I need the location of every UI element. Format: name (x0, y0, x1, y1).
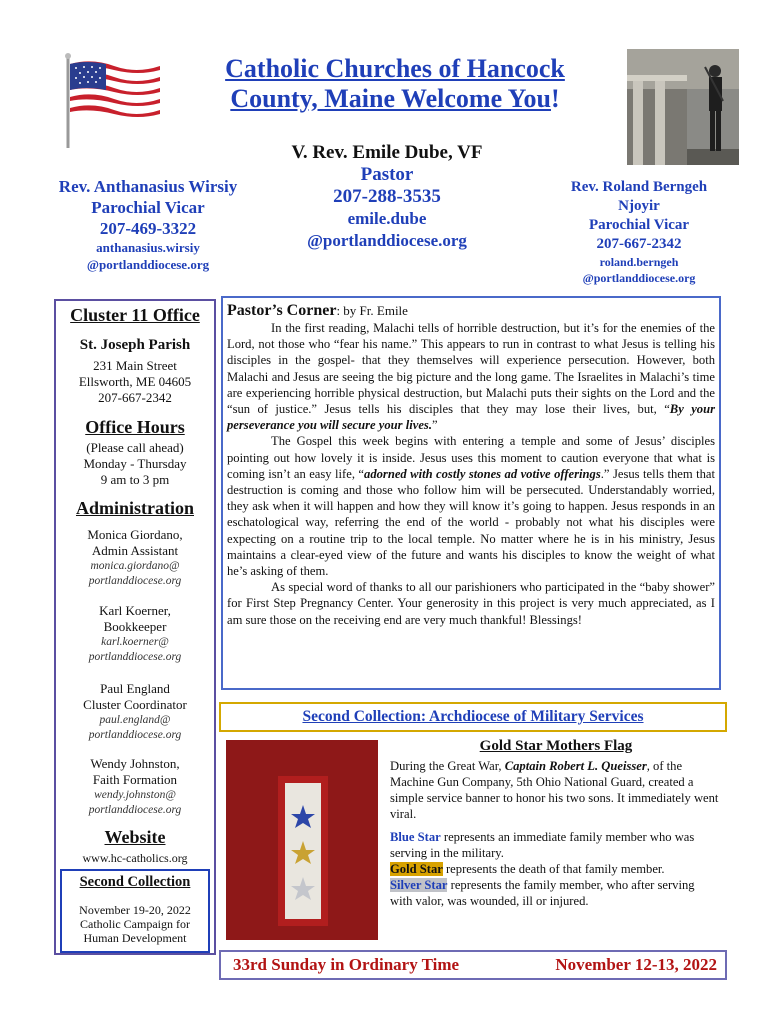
silver-star-icon (291, 877, 315, 900)
vicar-left-phone: 207-469-3322 (99, 219, 197, 238)
pastor-role: Pastor (360, 164, 414, 185)
pastor-contact (262, 142, 512, 252)
paragraph-2-text: The Gospel this week begins with entering a temple and some of Jesus’ disciples pointing out how lovely it is inside. Jesus uses this moment to caution everyone that what is coming isn’t an easy life, “ (227, 434, 715, 481)
office-hours-heading: Office Hours (85, 417, 185, 437)
title-suffix: ! (551, 84, 560, 113)
cluster-heading: Cluster 11 Office (70, 305, 200, 325)
staff-name: Wendy Johnston, (90, 756, 180, 771)
staff-karl (56, 603, 214, 665)
staff-email[interactable] (56, 713, 214, 743)
hours-time: 9 am to 3 pm (100, 472, 170, 487)
paragraph-1 (227, 320, 719, 433)
paragraph-3: As special word of thanks to all our parishioners who participated in the “baby shower” for First Step Pregnancy Center. Your generosity in this project is very much appreciated, as I am sure those on the receiving end are very much thankful! Blessings! (227, 580, 715, 627)
staff-name: Monica Giordano, (87, 527, 183, 542)
vicar-right-email-line2: @portlanddiocese.org (582, 271, 696, 285)
staff-email-line2: portlanddiocese.org (88, 729, 182, 741)
footer-bar (219, 950, 727, 980)
pastors-corner (221, 296, 721, 690)
staff-role: Admin Assistant (91, 543, 179, 558)
vicar-right-name-1: Rev. Roland Berngeh (570, 179, 708, 195)
title-line-2: County, Maine Welcome You (230, 84, 551, 113)
second-collection-box (60, 869, 210, 953)
paragraph-2-emphasis: adorned with costly stones ad votive offerings (364, 466, 601, 481)
staff-email-line1: monica.giordano@ (90, 560, 180, 572)
second-collection-banner: Second Collection: Archdiocese of Military Services (219, 702, 727, 732)
hours-note: (Please call ahead) (86, 440, 184, 455)
vicar-left-role: Parochial Vicar (91, 198, 205, 217)
american-flag-image (62, 52, 164, 148)
pastors-corner-byline: : by Fr. Emile (336, 303, 408, 318)
staff-email-line1: paul.england@ (99, 714, 171, 726)
gold-star-icon (291, 841, 315, 864)
vicar-left-email-line2: @portlanddiocese.org (86, 257, 210, 272)
staff-email-line2: portlanddiocese.org (88, 804, 182, 816)
paragraph-1-end: ” (431, 418, 438, 433)
parish-address-1: 231 Main Street (93, 358, 177, 373)
honor-guard-photo (627, 49, 739, 165)
staff-email[interactable] (56, 559, 214, 589)
service-banner-flag (278, 776, 328, 926)
staff-email[interactable] (56, 635, 214, 665)
staff-paul (56, 681, 214, 743)
paragraph-2 (227, 433, 719, 579)
staff-monica (56, 527, 214, 589)
intro-name: Captain Robert L. Queisser (504, 759, 647, 773)
staff-name: Paul England (100, 681, 170, 696)
pastor-email-line2: @portlanddiocese.org (307, 231, 467, 250)
paragraph-1-emphasis: By your perseverance you will secure your lives. (227, 402, 715, 433)
parish-name: St. Joseph Parish (79, 337, 191, 353)
pastor-email-line1: emile.dube (347, 209, 427, 228)
second-collection-date: November 19-20, 2022 (79, 903, 191, 917)
paragraph-2-rest: .” Jesus tells them that destruction is coming and those who follow him will be persecuted. Understandably worried, they ask when it will happen and how they will know it’s going to happen. Jesus responds in an eschatological way, referring the end of the world - probably not what his disciples were expecting on a routine trip to the local temple. No matter where he is in his ministry, Jesus maintains a clear-eyed view of the future and wants his disciples to know the weight of what he’s asking of them. (227, 466, 715, 579)
staff-role: Bookkeeper (103, 619, 167, 634)
paragraph-1-text: In the first reading, Malachi tells of horrible destruction, but it’s for the enemies of the Lord, not those who “fear his name.” This appears to run in contrast to what Jesus is telling his disciples in the gospel- that they themselves will experience persecution. However, both Malachi and Jesus are seeing the big picture and the long game. The Israelites in Malachi’s time are experiencing horrible physical destruction, but Malachi puts their sights on the Lord and the “sun of justice.” Jesus tells his disciples that they may lose their lives, but, “ (227, 321, 715, 417)
silver-star-label: Silver Star (390, 878, 448, 892)
liturgical-week: 33rd Sunday in Ordinary Time (233, 955, 460, 974)
staff-name: Karl Koerner, (99, 603, 171, 618)
vicar-right-contact (534, 178, 744, 286)
gold-star-title: Gold Star Mothers Flag (479, 738, 633, 754)
gold-star-body (390, 758, 720, 909)
gold-star-intro (390, 758, 720, 822)
staff-wendy (56, 756, 214, 818)
gold-star-text: represents the death of that family member. (442, 862, 665, 876)
vicar-right-phone: 207-667-2342 (596, 236, 682, 252)
gold-star-label: Gold Star (390, 862, 443, 876)
administration-heading: Administration (75, 498, 194, 518)
staff-role: Faith Formation (92, 772, 178, 787)
parish-phone: 207-667-2342 (98, 390, 172, 405)
pastor-email[interactable] (262, 208, 512, 252)
second-collection-line-1: Catholic Campaign for (80, 917, 190, 931)
second-collection-line-2: Human Development (83, 931, 187, 945)
blue-star-icon (291, 805, 315, 828)
page-title (180, 54, 610, 114)
vicar-left-email-line1: anthanasius.wirsiy (96, 240, 200, 255)
vicar-left-email[interactable] (30, 239, 266, 273)
vicar-right-email-line1: roland.berngeh (599, 255, 679, 269)
pastors-corner-heading (227, 302, 719, 320)
staff-email-line2: portlanddiocese.org (88, 575, 182, 587)
pastors-corner-title: Pastor’s Corner (227, 302, 337, 319)
vicar-right-email[interactable] (534, 254, 744, 286)
pastor-phone: 207-288-3535 (333, 186, 441, 207)
vicar-left-name: Rev. Anthanasius Wirsiy (58, 177, 238, 196)
second-collection-heading: Second Collection (79, 874, 191, 890)
parish-address-2: Ellsworth, ME 04605 (78, 374, 192, 389)
vicar-left-contact (30, 176, 266, 273)
service-banner-image (226, 740, 378, 940)
website-link[interactable]: www.hc-catholics.org (82, 851, 188, 865)
staff-role: Cluster Coordinator (83, 697, 187, 712)
bulletin-date: November 12-13, 2022 (555, 955, 717, 974)
vicar-right-role: Parochial Vicar (588, 217, 690, 233)
pastor-name: V. Rev. Emile Dube, VF (291, 142, 483, 163)
staff-email-line1: karl.koerner@ (101, 636, 169, 648)
staff-email[interactable] (56, 788, 214, 818)
silver-star-text: represents the family member, who after serving with valor, was wounded, ill or injured. (390, 878, 695, 908)
website-heading: Website (104, 827, 166, 847)
star-meanings (390, 829, 720, 909)
staff-email-line2: portlanddiocese.org (88, 651, 182, 663)
intro-a: During the Great War, (390, 759, 505, 773)
intro-b: , of the Machine Gun Company, 5th Ohio National Guard, created a simple service banner to honor his two sons. It immediately went viral. (390, 759, 719, 821)
blue-star-label: Blue Star (390, 830, 441, 844)
title-line-1: Catholic Churches of Hancock (225, 54, 565, 83)
hours-days: Monday - Thursday (83, 456, 187, 471)
cluster-office-sidebar (54, 299, 216, 955)
vicar-right-name-2: Njoyir (618, 198, 660, 214)
staff-email-line1: wendy.johnston@ (94, 789, 176, 801)
blue-star-text: represents an immediate family member who was serving in the military. (390, 830, 695, 860)
